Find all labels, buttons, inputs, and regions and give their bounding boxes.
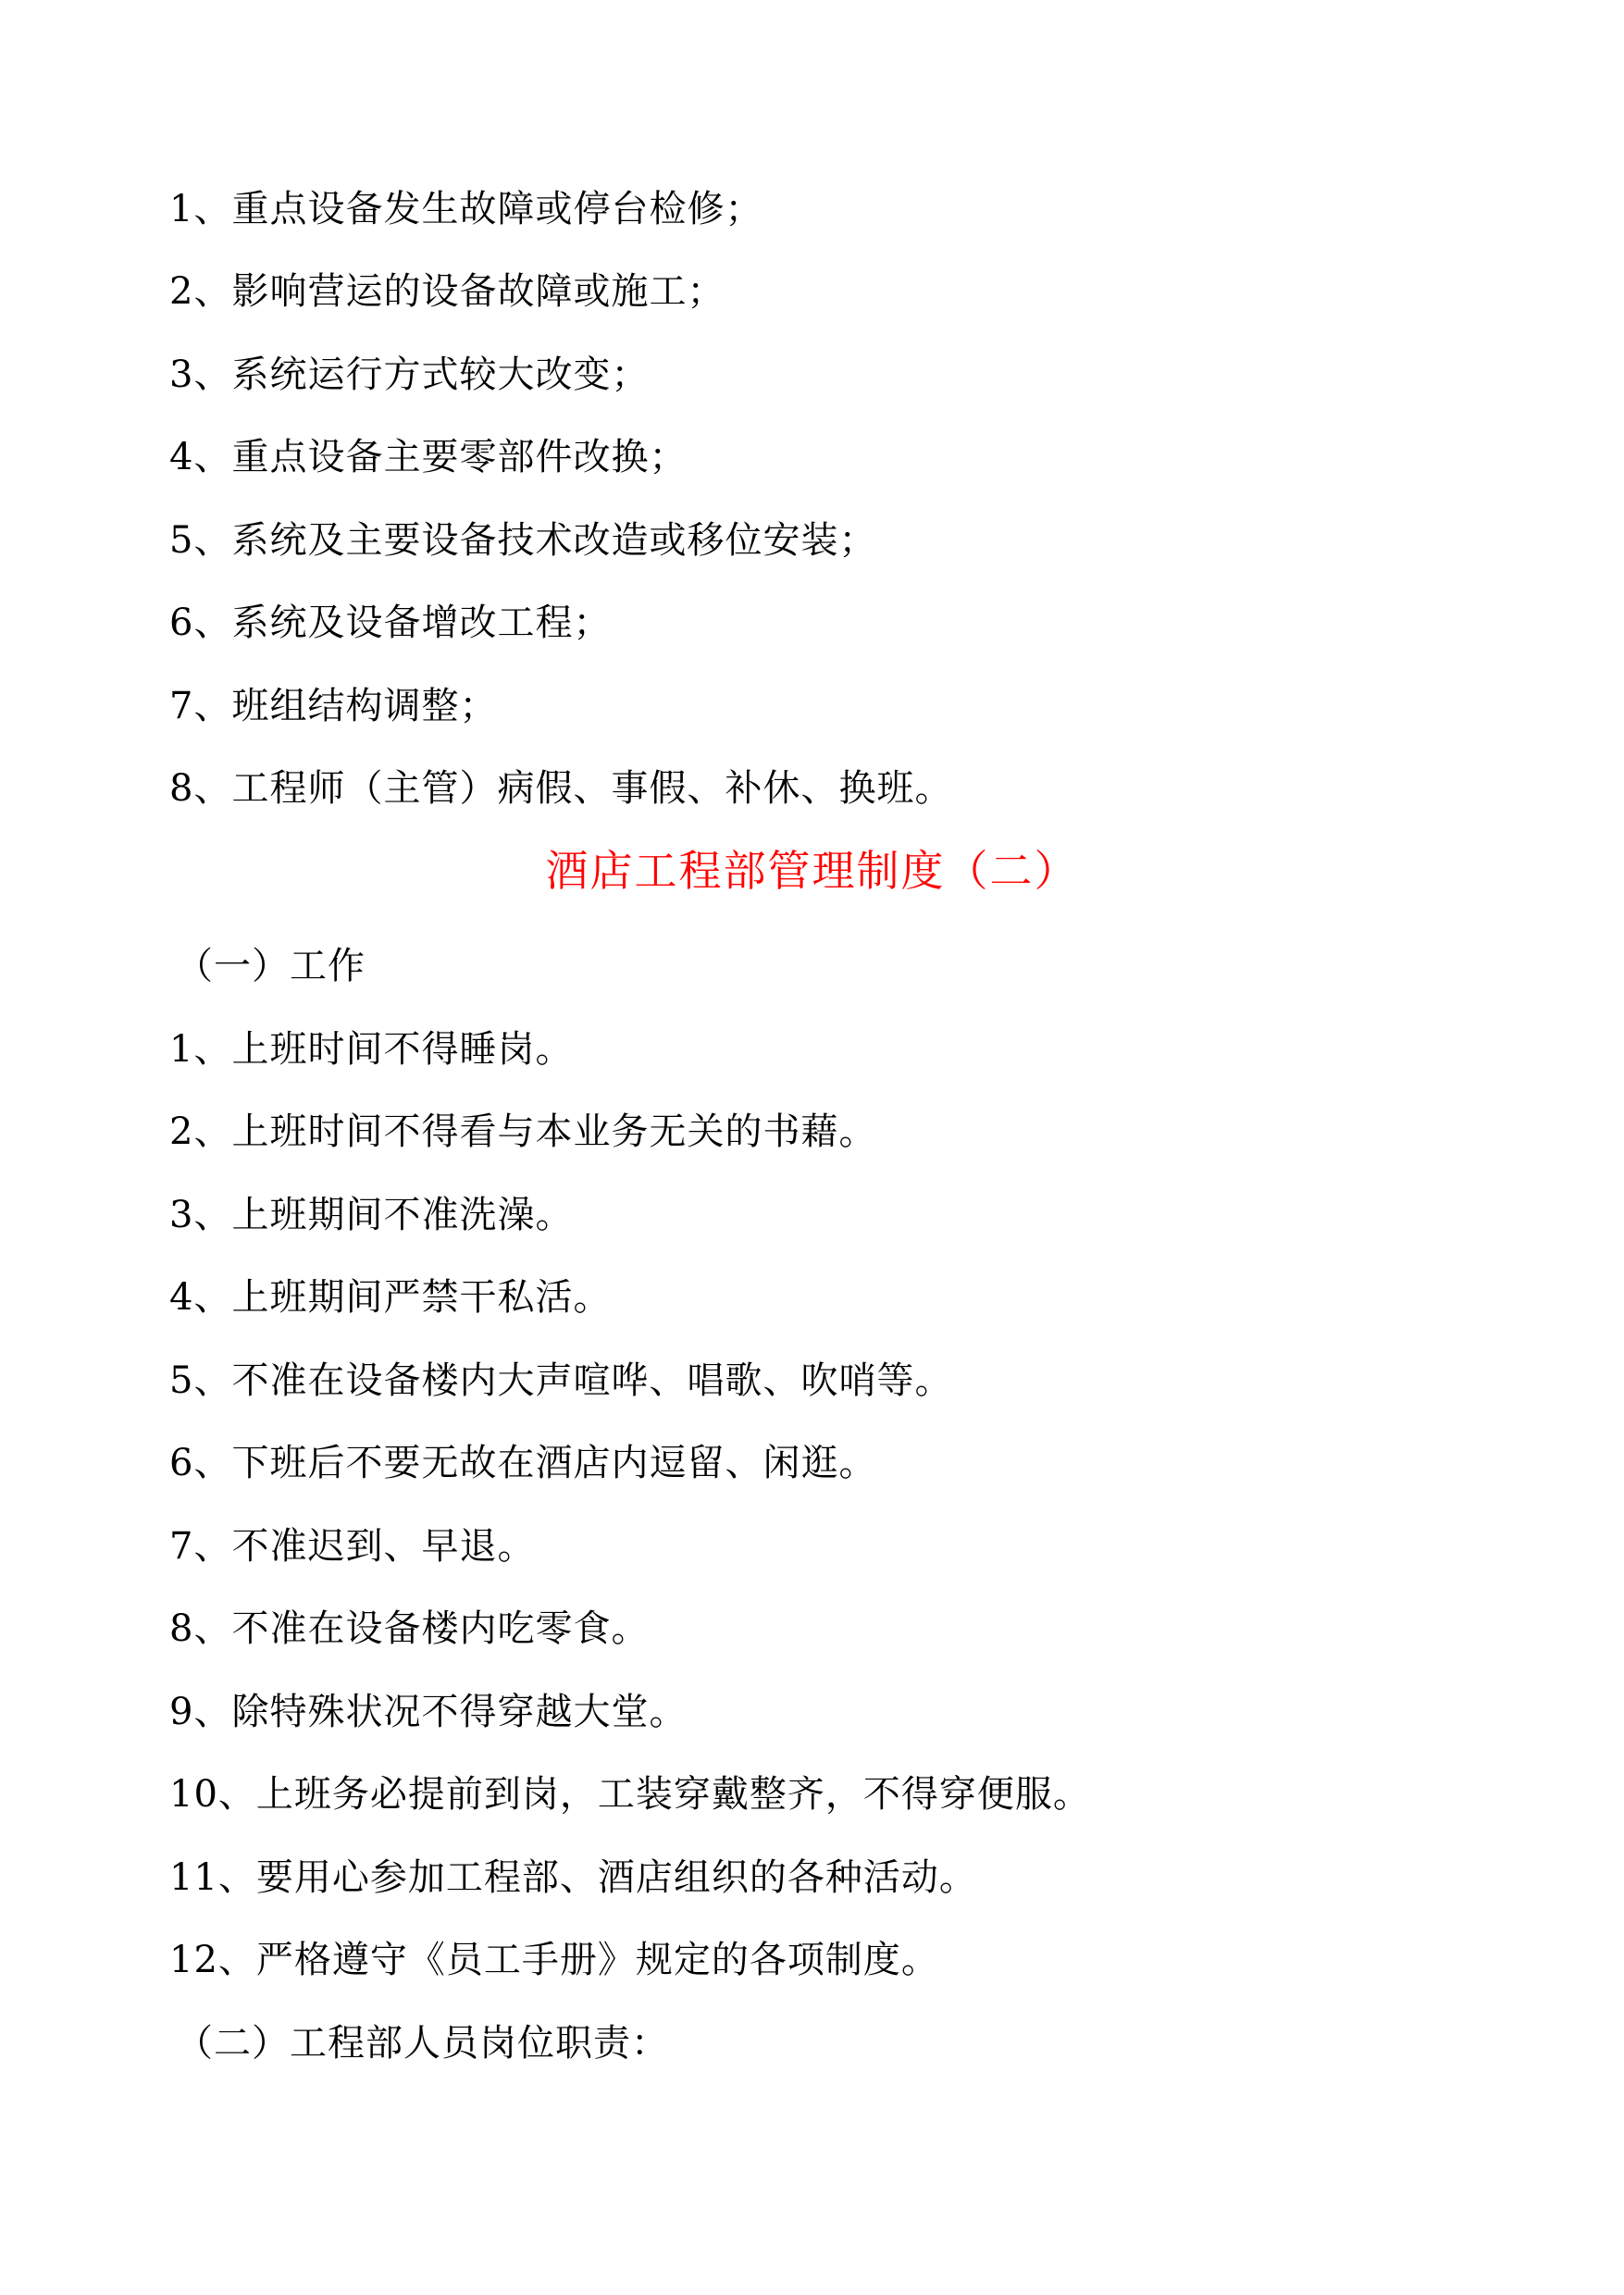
section-heading: 酒店工程部管理制度（二） [545, 846, 1079, 896]
list-item: 1、重点设备发生故障或停台检修； [169, 188, 763, 230]
list-item: 12、严格遵守《员工手册》规定的各项制度。 [169, 1939, 939, 1981]
list-item: 7、不准迟到、早退。 [169, 1525, 536, 1568]
list-item: 3、上班期间不准洗澡。 [169, 1194, 574, 1236]
list-item: 6、下班后不要无故在酒店内逗留、闲逛。 [169, 1442, 877, 1484]
list-item: 2、上班时间不得看与本业务无关的书藉。 [169, 1110, 877, 1153]
list-item: 10、上班务必提前到岗，工装穿戴整齐，不得穿便服。 [169, 1773, 1091, 1816]
list-item: 3、系统运行方式较大改变； [169, 354, 650, 396]
list-item: 11、要用心参加工程部、酒店组织的各种活动。 [169, 1856, 977, 1899]
list-item: 2、影响营运的设备故障或施工； [169, 270, 725, 313]
subsection-title: （一）工作 [176, 945, 366, 987]
list-item: 1、上班时间不得睡岗。 [169, 1028, 574, 1071]
list-item: 4、重点设备主要零部件改换； [169, 436, 688, 478]
list-item: 9、除特殊状况不得穿越大堂。 [169, 1691, 688, 1733]
list-item: 8、不准在设备楼内吃零食。 [169, 1607, 650, 1650]
list-item: 5、不准在设备楼内大声喧哗、唱歌、吹哨等。 [169, 1359, 953, 1402]
list-item: 5、系统及主要设备技术改造或移位安装； [169, 519, 877, 562]
list-item: 7、班组结构调整； [169, 685, 498, 727]
list-item: 4、上班期间严禁干私活。 [169, 1276, 612, 1319]
list-item: 6、系统及设备增改工程； [169, 602, 612, 644]
list-item: 8、工程师（主管）病假、事假、补休、换班。 [169, 767, 953, 810]
subsection-title: （二）工程部人员岗位职责： [176, 2022, 669, 2065]
